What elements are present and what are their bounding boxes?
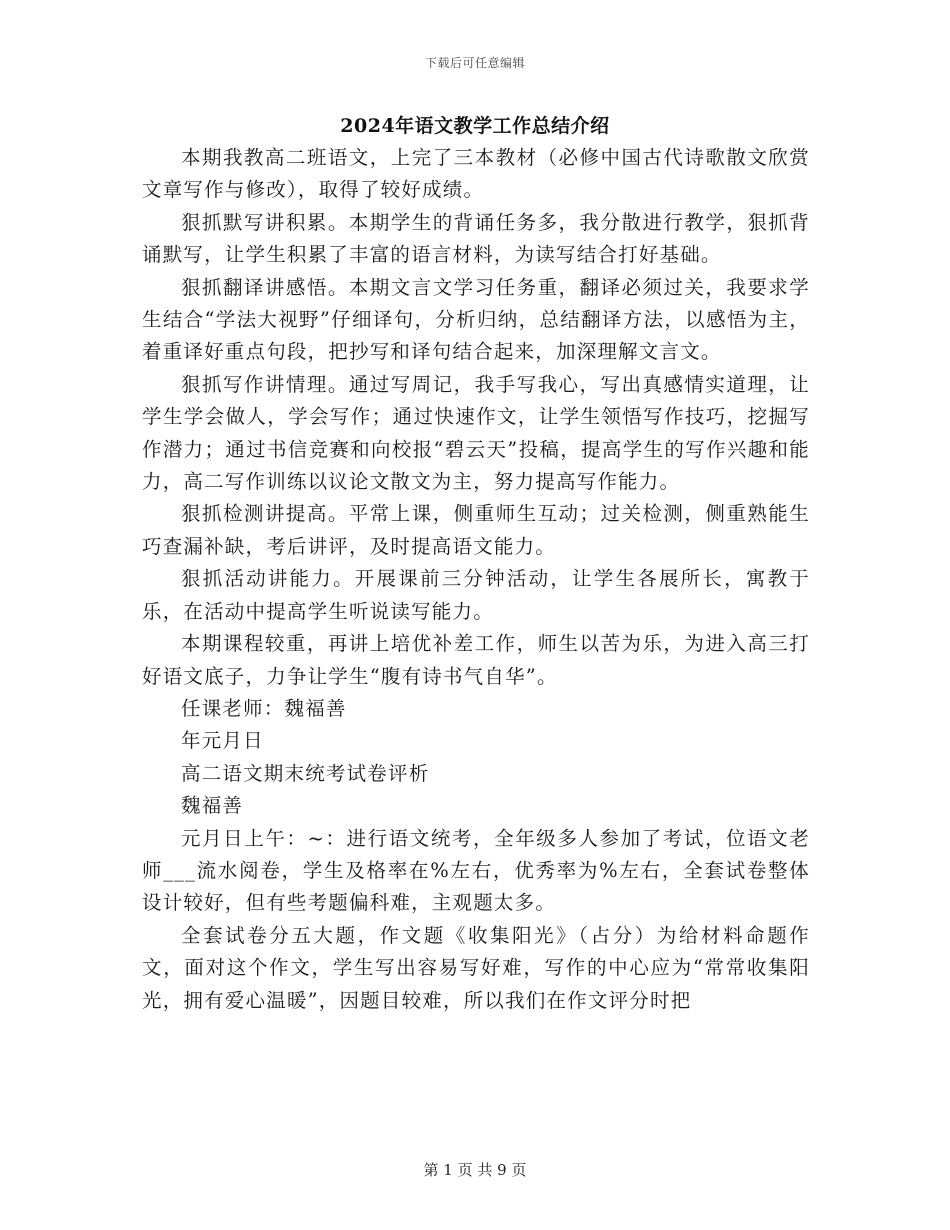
paragraph: 狠抓检测讲提高。平常上课，侧重师生互动；过关检测，侧重熟能生巧查漏补缺，考后讲评，及时提高语文能力。 [142,502,810,558]
header-note: 下载后可任意编辑 [424,56,525,70]
section-heading: 高二语文期末统考试卷评析 [181,761,430,785]
paragraph: 元月日上午：~：进行语文统考，全年级多人参加了考试，位语文老师___流水阅卷，学生及格率在%左右，优秀率为%左右，全套试卷整体设计较好，但有些考题偏科难，主观题太多。 [142,826,810,915]
paragraph: 全套试卷分五大题，作文题《收集阳光》（占分）为给材料命题作文，面对这个作文，学生写出容易写好难，写作的中心应为“常常收集阳光，拥有爱心温暖”，因题目较难，所以我们在作文评分时把 [142,923,810,1012]
paragraph: 狠抓活动讲能力。开展课前三分钟活动，让学生各展所长，寓教于乐，在活动中提高学生听说读写能力。 [142,567,810,623]
paragraph: 狠抓写作讲情理。通过写周记，我手写我心，写出真感情实道理，让学生学会做人，学会写作；通过快速作文，让学生领悟写作技巧，挖掘写作潜力；通过书信竞赛和向校报“碧云天”投稿，提高学生的写作兴趣和能力，高二写作训练以议论文散文为主，努力提高写作能力。 [142,372,810,494]
page-number: 第 1 页 共 9 页 [423,1161,527,1179]
paragraph: 本期课程较重，再讲上培优补差工作，师生以苦为乐，为进入高三打好语文底子，力争让学生“腹有诗书气自华”。 [142,632,810,688]
document-body [142,142,810,1017]
document-title: 2024年语文教学工作总结介绍 [340,115,610,137]
teacher-signature-line: 任课老师：魏福善 [181,696,347,720]
paragraph: 狠抓默写讲积累。本期学生的背诵任务多，我分散进行教学，狠抓背诵默写，让学生积累了丰富的语言材料，为读写结合打好基础。 [142,210,810,267]
date-line: 年元月日 [181,729,264,753]
paragraph: 狠抓翻译讲感悟。本期文言文学习任务重，翻译必须过关，我要求学生结合“学法大视野”仔细译句，分析归纳，总结翻译方法，以感悟为主，着重译好重点句段，把抄写和译句结合起来，加深理解文言文。 [142,275,810,364]
paragraph: 本期我教高二班语文，上完了三本教材（必修中国古代诗歌散文欣赏文章写作与修改），取得了较好成绩。 [142,146,810,202]
author-line: 魏福善 [181,794,244,818]
